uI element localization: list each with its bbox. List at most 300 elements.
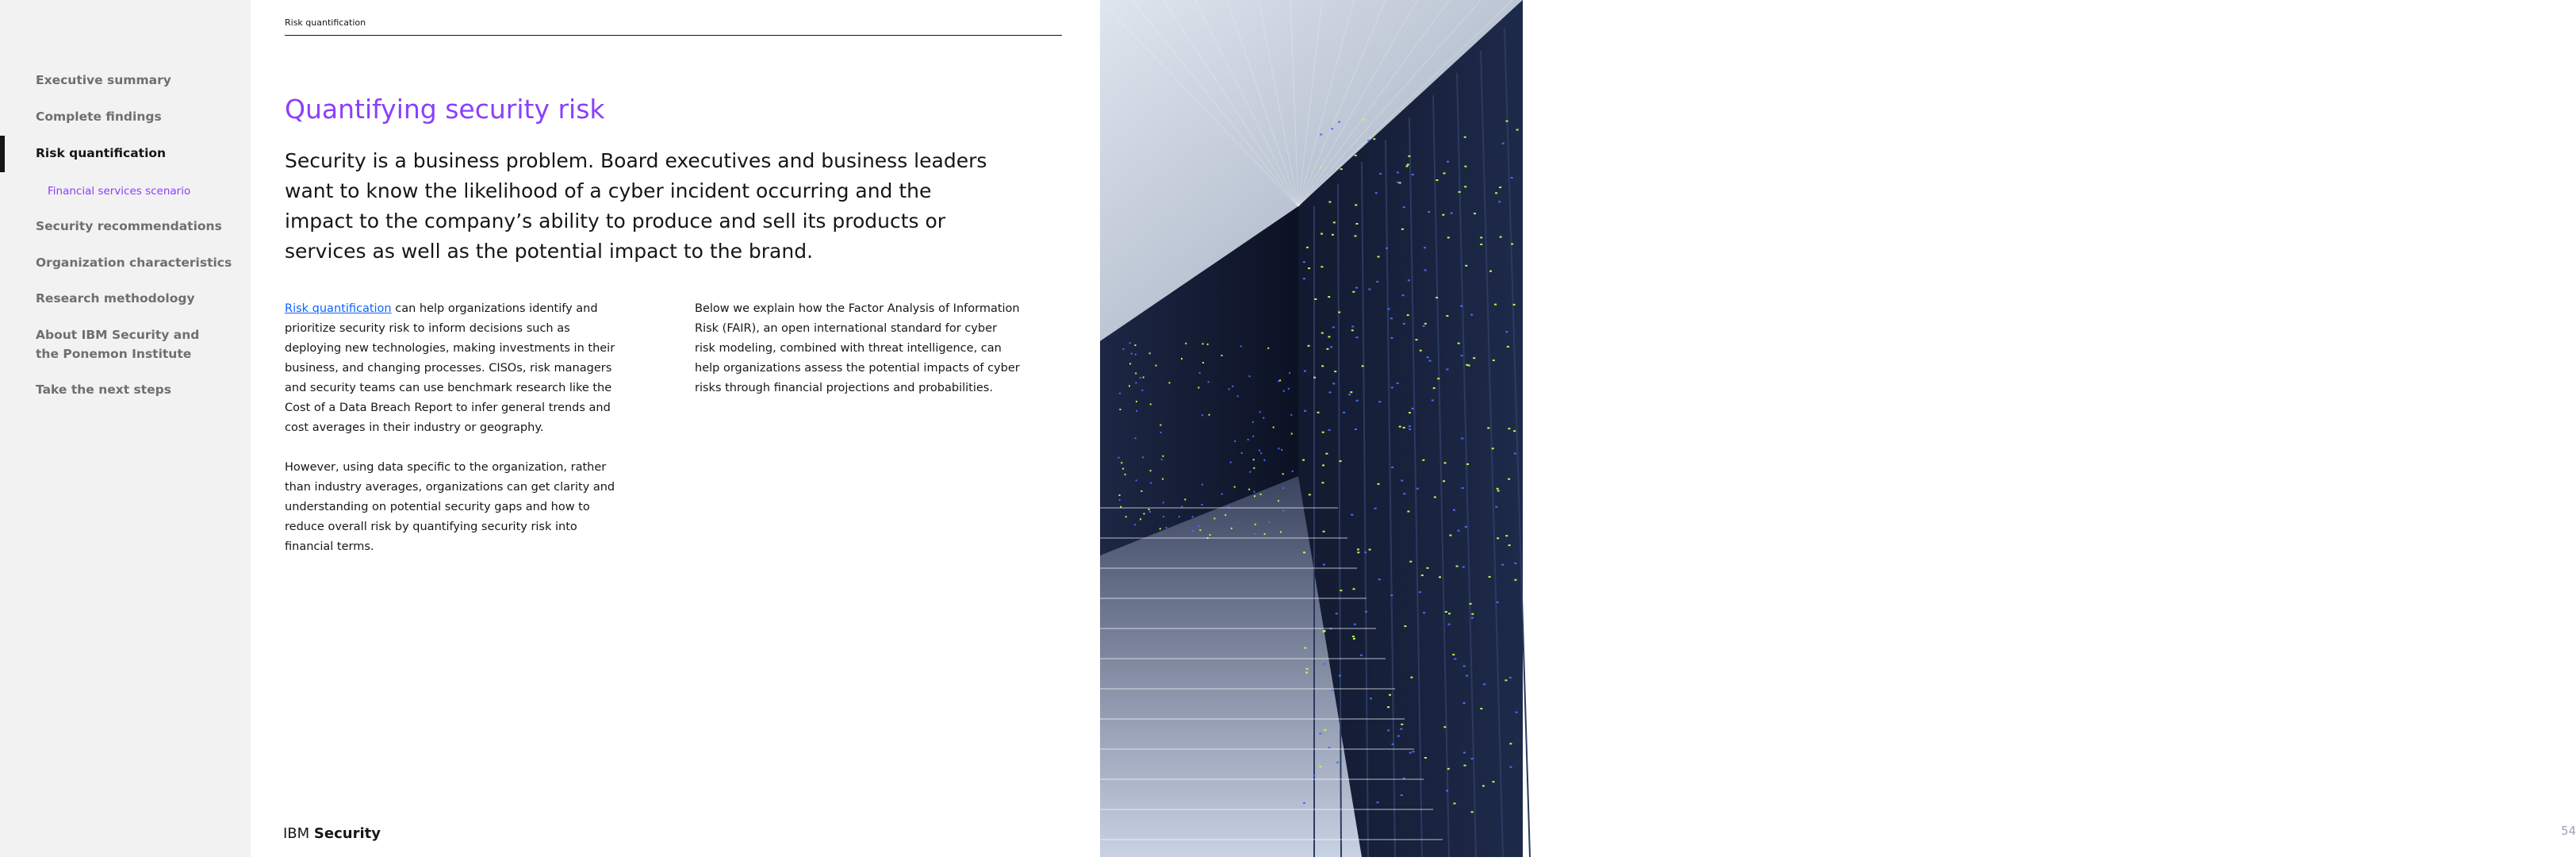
server-led	[1437, 378, 1439, 379]
server-led	[1391, 467, 1393, 468]
server-led	[1446, 315, 1448, 317]
server-led	[1263, 459, 1265, 461]
server-led	[1407, 163, 1409, 165]
server-led	[1304, 410, 1306, 412]
server-led	[1388, 308, 1390, 309]
server-led	[1466, 463, 1469, 465]
server-led	[1416, 339, 1418, 340]
page-title: Quantifying security risk	[285, 94, 605, 125]
server-led	[1334, 371, 1336, 372]
server-led	[1232, 386, 1233, 387]
server-led	[1409, 425, 1411, 427]
server-led	[1303, 278, 1305, 279]
server-led	[1400, 728, 1402, 730]
server-led	[1136, 480, 1137, 482]
server-led	[1225, 514, 1226, 516]
server-led	[1333, 221, 1336, 223]
sidebar-item-risk-quantification[interactable]: Risk quantification	[36, 146, 167, 160]
server-led	[1321, 365, 1324, 367]
server-led	[1363, 119, 1366, 121]
server-led	[1463, 666, 1466, 667]
server-led	[1443, 480, 1445, 482]
server-led	[1402, 294, 1405, 296]
server-led	[1313, 377, 1316, 379]
server-led	[1489, 576, 1491, 578]
server-led	[1511, 243, 1513, 244]
server-led	[1470, 314, 1473, 316]
server-led	[1169, 382, 1171, 383]
server-led	[1352, 291, 1355, 293]
server-led	[1184, 499, 1186, 501]
server-led	[1357, 552, 1359, 553]
server-led	[1273, 427, 1275, 429]
server-led	[1423, 325, 1425, 327]
server-led	[1501, 564, 1504, 566]
server-led	[1413, 751, 1415, 752]
server-led	[1480, 708, 1482, 709]
server-led	[1386, 248, 1388, 249]
server-led	[1444, 462, 1447, 463]
server-led	[1401, 794, 1403, 796]
server-led	[1192, 516, 1194, 517]
server-led	[1410, 677, 1413, 678]
server-led	[1324, 630, 1326, 632]
server-led	[1458, 343, 1460, 344]
server-led	[1330, 346, 1332, 348]
server-led	[1387, 706, 1390, 708]
server-led	[1463, 752, 1466, 754]
server-led	[1405, 166, 1408, 167]
server-led	[1314, 298, 1317, 300]
server-led	[1446, 369, 1448, 371]
server-led	[1292, 471, 1294, 472]
section-header-label: Risk quantification	[285, 17, 366, 28]
server-led	[1442, 214, 1444, 216]
server-led	[1202, 343, 1204, 344]
server-led	[1448, 613, 1451, 614]
server-led	[1136, 401, 1137, 402]
server-led	[1209, 414, 1210, 416]
server-led	[1129, 342, 1131, 344]
server-led	[1355, 287, 1358, 289]
server-led	[1122, 468, 1124, 470]
server-led	[1338, 312, 1340, 313]
server-led	[1248, 489, 1250, 490]
server-led	[1502, 143, 1505, 144]
server-led	[1350, 391, 1352, 393]
server-led	[1282, 487, 1284, 489]
server-led	[1304, 371, 1306, 372]
server-led	[1493, 359, 1495, 361]
server-led	[1401, 480, 1403, 482]
server-led	[1424, 247, 1426, 248]
server-led	[1221, 494, 1223, 495]
server-led	[1403, 323, 1405, 325]
server-led	[1424, 757, 1427, 759]
server-led	[1409, 412, 1411, 413]
server-led	[1355, 155, 1357, 156]
server-led	[1408, 279, 1410, 281]
sidebar-item-complete-findings[interactable]: Complete findings	[36, 110, 162, 124]
server-led	[1480, 244, 1482, 245]
server-led	[1328, 391, 1331, 393]
server-led	[1461, 438, 1463, 440]
server-led	[1336, 762, 1339, 763]
body-paragraph-1	[285, 299, 626, 438]
server-led	[1185, 343, 1186, 344]
server-led	[1370, 698, 1372, 699]
server-led	[1249, 471, 1251, 473]
sidebar-item-financial-services-scenario[interactable]: Financial services scenario	[48, 185, 191, 198]
server-led	[1321, 482, 1324, 483]
server-led	[1291, 433, 1293, 435]
server-led	[1352, 636, 1355, 637]
server-led	[1427, 356, 1429, 358]
server-led	[1303, 802, 1305, 804]
server-led	[1308, 267, 1310, 269]
server-led	[1464, 166, 1466, 167]
server-led	[1278, 500, 1279, 502]
server-led	[1289, 372, 1290, 374]
server-led	[1144, 513, 1145, 514]
server-led	[1150, 470, 1152, 471]
server-led	[1140, 377, 1141, 379]
server-led	[1160, 425, 1161, 426]
server-led	[1303, 261, 1305, 263]
server-led	[1368, 289, 1370, 290]
server-led	[1412, 408, 1414, 409]
server-led	[1499, 186, 1501, 188]
server-led	[1320, 134, 1322, 136]
server-led	[1323, 564, 1325, 566]
server-led	[1500, 236, 1502, 238]
server-led	[1374, 508, 1377, 509]
server-led	[1234, 486, 1236, 488]
server-led	[1156, 365, 1157, 367]
server-led	[1283, 390, 1285, 392]
server-led	[1421, 575, 1424, 576]
server-led	[1264, 533, 1266, 535]
server-led	[1436, 179, 1439, 181]
server-led	[1322, 432, 1324, 433]
server-led	[1355, 235, 1357, 236]
server-led	[1325, 453, 1328, 455]
server-led	[1419, 591, 1421, 593]
server-led	[1229, 388, 1230, 390]
server-led	[1202, 504, 1203, 505]
server-led	[1516, 712, 1518, 713]
server-led	[1392, 744, 1394, 745]
server-led	[1492, 448, 1494, 449]
server-led	[1148, 509, 1150, 510]
server-led	[1445, 611, 1447, 613]
server-led	[1474, 213, 1476, 214]
server-led	[1508, 428, 1510, 429]
server-led	[1202, 414, 1203, 416]
server-led	[1324, 663, 1326, 665]
server-led	[1355, 204, 1357, 206]
page-number: 54	[2561, 824, 2576, 838]
server-led	[1513, 304, 1516, 306]
server-led	[1463, 702, 1466, 704]
server-led	[1399, 426, 1401, 428]
server-led	[1494, 304, 1497, 306]
server-led	[1378, 401, 1381, 402]
server-led	[1230, 462, 1232, 463]
server-led	[1162, 455, 1163, 457]
server-led	[1305, 672, 1308, 674]
server-led	[1373, 138, 1375, 140]
server-led	[1149, 511, 1151, 513]
server-led	[1308, 345, 1310, 347]
server-led	[1404, 625, 1406, 627]
server-led	[1160, 432, 1162, 433]
server-led	[1213, 517, 1215, 519]
server-led	[1280, 531, 1282, 532]
server-led	[1142, 456, 1144, 458]
server-led	[1389, 694, 1391, 696]
server-led	[1253, 459, 1255, 460]
server-led	[1353, 588, 1355, 590]
server-led	[1506, 121, 1508, 122]
server-led	[1282, 510, 1284, 512]
server-led	[1397, 382, 1399, 384]
server-led	[1160, 528, 1161, 529]
server-led	[1464, 765, 1466, 767]
server-led	[1319, 732, 1321, 734]
server-led	[1323, 531, 1325, 532]
server-led	[1449, 535, 1451, 536]
server-led	[1328, 747, 1331, 748]
server-led	[1118, 457, 1120, 459]
server-led	[1407, 511, 1409, 513]
server-led	[1135, 373, 1137, 375]
server-led	[1248, 439, 1249, 440]
server-led	[1356, 400, 1359, 402]
server-led	[1487, 427, 1489, 429]
server-led	[1313, 775, 1316, 776]
server-led	[1328, 429, 1331, 431]
server-led	[1268, 521, 1270, 523]
server-led	[1461, 355, 1463, 356]
server-led	[1141, 390, 1143, 391]
server-led	[1369, 549, 1371, 551]
server-led	[1253, 491, 1255, 493]
server-led	[1163, 502, 1164, 503]
server-led	[1336, 613, 1338, 614]
active-indicator	[0, 136, 5, 172]
server-led	[1377, 801, 1379, 803]
server-led	[1510, 767, 1512, 768]
server-led	[1497, 537, 1499, 539]
server-led	[1422, 459, 1424, 461]
server-led	[1403, 493, 1405, 494]
server-led	[1263, 417, 1264, 419]
server-led	[1135, 344, 1137, 346]
server-led	[1390, 594, 1393, 596]
server-led	[1131, 353, 1133, 355]
server-led	[1391, 386, 1393, 388]
server-led	[1471, 811, 1474, 813]
server-led	[1471, 758, 1474, 759]
server-led	[1397, 182, 1399, 183]
server-led	[1166, 527, 1167, 529]
server-led	[1507, 346, 1509, 348]
server-led	[1434, 497, 1436, 498]
server-led	[1408, 156, 1410, 157]
server-led	[1351, 514, 1353, 516]
server-led	[1505, 535, 1508, 536]
server-led	[1304, 648, 1306, 649]
server-led	[1354, 624, 1356, 625]
server-led	[1452, 654, 1455, 655]
server-led	[1136, 382, 1137, 383]
server-led	[1365, 611, 1367, 613]
server-led	[1428, 360, 1431, 362]
server-led	[1459, 191, 1461, 193]
server-led	[1454, 803, 1456, 805]
server-led	[1150, 482, 1152, 484]
server-led	[1332, 234, 1334, 236]
server-led	[1397, 171, 1399, 173]
server-led	[1340, 168, 1343, 170]
server-led	[1447, 161, 1449, 163]
server-led	[1378, 483, 1380, 485]
server-led	[1514, 453, 1516, 455]
body-paragraph-3: Below we explain how the Factor Analysis of Information Risk (FAIR), an open international standard for cyber risk modeling, combined with threat intelligence, can help organizations assess the potential impacts of cyber risks through financial projections and probabilities.	[695, 302, 1020, 394]
server-led	[1192, 530, 1194, 532]
sidebar-item-about-ibm-security[interactable]: About IBM Security and the Ponemon Institute	[36, 328, 200, 361]
server-led	[1355, 223, 1358, 225]
server-led	[1513, 430, 1516, 432]
server-led	[1508, 479, 1510, 480]
server-led	[1260, 494, 1262, 495]
server-led	[1279, 379, 1281, 381]
server-led	[1497, 602, 1499, 603]
server-led	[1260, 452, 1262, 454]
server-led	[1306, 668, 1309, 670]
server-led	[1135, 437, 1137, 439]
server-led	[1321, 266, 1323, 267]
server-led	[1353, 638, 1355, 640]
server-led	[1209, 534, 1211, 536]
server-led	[1278, 448, 1279, 449]
server-led	[1439, 576, 1441, 578]
server-led	[1443, 172, 1446, 174]
server-led	[1121, 462, 1122, 463]
server-led	[1119, 499, 1121, 501]
sidebar-item-take-next-steps[interactable]: Take the next steps	[36, 382, 172, 397]
server-led	[1465, 526, 1467, 528]
server-led	[1202, 484, 1203, 486]
server-led	[1357, 548, 1359, 550]
sidebar-item-research-methodology[interactable]: Research methodology	[36, 291, 195, 306]
server-led	[1409, 561, 1412, 563]
server-led	[1480, 236, 1482, 238]
server-led	[1162, 479, 1163, 480]
server-led	[1424, 270, 1427, 271]
server-led	[1390, 317, 1393, 319]
server-led	[1464, 136, 1466, 138]
server-led	[1135, 354, 1137, 356]
server-led	[1343, 412, 1345, 413]
server-led	[1252, 421, 1254, 423]
server-led	[1423, 612, 1425, 613]
server-led	[1446, 790, 1448, 792]
sidebar-item-security-recommendations[interactable]: Security recommendations	[36, 219, 222, 233]
server-led	[1497, 488, 1499, 490]
server-led	[1433, 387, 1436, 389]
server-led	[1119, 393, 1121, 394]
server-led	[1471, 613, 1474, 615]
server-led	[1407, 314, 1409, 316]
sidebar-item-organization-characteristics[interactable]: Organization characteristics	[36, 256, 232, 270]
sidebar-item-executive-summary[interactable]: Executive summary	[36, 73, 171, 87]
server-led	[1448, 624, 1451, 625]
server-led	[1375, 192, 1378, 194]
server-led	[1482, 785, 1485, 786]
server-led	[1505, 679, 1507, 681]
server-led	[1241, 452, 1243, 454]
server-led	[1351, 326, 1354, 328]
server-room-illustration	[1100, 0, 1523, 857]
server-led	[1436, 297, 1438, 298]
server-led	[1199, 372, 1201, 374]
server-led	[1332, 326, 1335, 328]
server-led	[1339, 675, 1341, 677]
server-led	[1119, 494, 1121, 496]
sidebar-nav	[0, 0, 251, 857]
server-led	[1509, 743, 1512, 744]
server-led	[1447, 236, 1450, 238]
server-led	[1208, 381, 1209, 382]
server-led	[1340, 590, 1342, 591]
server-led	[1509, 677, 1512, 678]
server-led	[1462, 567, 1465, 568]
server-led	[1240, 345, 1242, 347]
server-led	[1409, 752, 1412, 754]
server-led	[1460, 306, 1462, 307]
server-led	[1465, 265, 1467, 267]
server-led	[1401, 724, 1403, 725]
server-led	[1123, 348, 1125, 350]
server-led	[1249, 375, 1251, 377]
server-led	[1466, 675, 1468, 677]
server-led	[1221, 355, 1223, 356]
server-led	[1426, 567, 1428, 569]
server-led	[1498, 201, 1501, 202]
server-led	[1473, 357, 1475, 359]
risk-quantification-link[interactable]: Risk quantification	[285, 302, 392, 315]
server-led	[1134, 524, 1136, 525]
server-led	[1514, 579, 1516, 581]
server-led	[1508, 544, 1511, 546]
server-led	[1495, 192, 1497, 194]
server-led	[1202, 362, 1204, 363]
server-led	[1432, 400, 1434, 402]
server-led	[1143, 377, 1144, 379]
server-led	[1321, 233, 1323, 235]
server-led	[1140, 518, 1141, 520]
server-led	[1324, 729, 1326, 731]
server-led	[1254, 495, 1255, 497]
server-led	[1514, 563, 1516, 564]
server-led	[1321, 332, 1324, 334]
ibm-security-logo	[283, 825, 381, 842]
server-led	[1231, 528, 1232, 529]
server-led	[1493, 781, 1495, 782]
server-led	[1403, 206, 1405, 208]
